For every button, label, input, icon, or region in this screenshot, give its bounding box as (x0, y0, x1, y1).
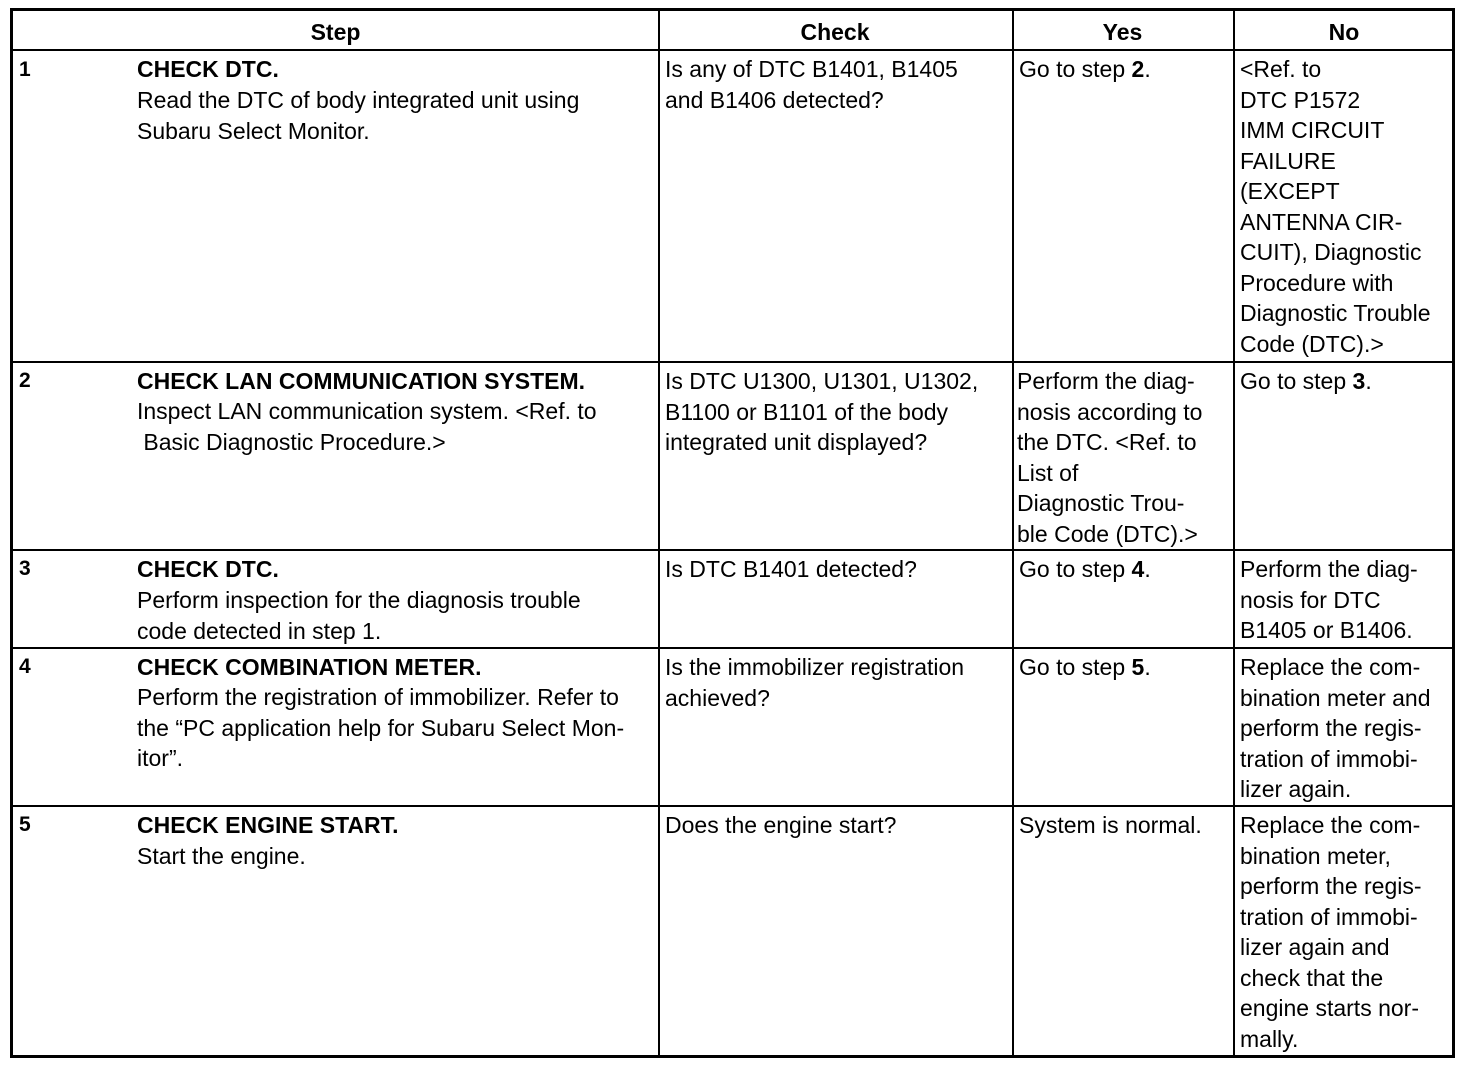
no-prefix: Go to step (1240, 368, 1353, 394)
step-description: Read the DTC of body integrated unit using Subaru Select Monitor. (137, 87, 580, 144)
yes-suffix: . (1144, 56, 1151, 82)
row-divider (13, 805, 1452, 807)
column-divider (1012, 11, 1014, 1055)
yes-suffix: . (1144, 654, 1151, 680)
yes-action (1019, 54, 1151, 85)
check-question: Is DTC B1401 detected? (665, 556, 917, 582)
step-title: CHECK LAN COMMUNICATION SYSTEM. (137, 368, 586, 394)
yes-action: Perform the diag- nosis according to the DTC. <Ref. to List of Diagnostic Trou- ble Code (DTC).> (1017, 368, 1203, 547)
step-number: 4 (19, 655, 31, 678)
step-title: CHECK ENGINE START. (137, 812, 399, 838)
step-title: CHECK COMBINATION METER. (137, 654, 482, 680)
header-step: Step (310, 19, 361, 45)
no-action (1240, 366, 1372, 397)
yes-step-ref: 2 (1131, 56, 1145, 82)
row-divider (13, 647, 1452, 649)
no-action: Replace the com- bination meter, perform the regis- tration of immobi- lizer again and check that the engine starts nor- mally. (1240, 812, 1422, 1052)
yes-action (1019, 554, 1151, 585)
step-number: 5 (19, 813, 31, 836)
no-action: Replace the com- bination meter and perform the regis- tration of immobi- lizer again. (1240, 654, 1431, 802)
row-divider (13, 549, 1452, 551)
step-title: CHECK DTC. (137, 56, 279, 82)
step-description: Perform inspection for the diagnosis trouble code detected in step 1. (137, 587, 581, 644)
header-yes: Yes (1102, 19, 1143, 45)
yes-prefix: Go to step (1019, 556, 1132, 582)
no-step-ref: 3 (1352, 368, 1366, 394)
step-description: Inspect LAN communication system. <Ref. to Basic Diagnostic Procedure.> (137, 398, 597, 455)
step-description: Start the engine. (137, 843, 306, 869)
yes-step-ref: 5 (1131, 654, 1145, 680)
check-question: Is any of DTC B1401, B1405 and B1406 detected? (665, 56, 958, 113)
no-suffix: . (1365, 368, 1372, 394)
no-action: Perform the diag- nosis for DTC B1405 or B1406. (1240, 556, 1418, 643)
column-divider (658, 11, 660, 1055)
no-action: <Ref. to DTC P1572 IMM CIRCUIT FAILURE (EXCEPT ANTENNA CIR- CUIT), Diagnostic Procedure with Diagnostic Trouble Code (DTC).> (1240, 56, 1431, 357)
step-description: Perform the registration of immobilizer. Refer to the “PC application help for Subaru Select Mon- itor”. (137, 684, 625, 771)
header-check: Check (800, 19, 870, 45)
yes-action: System is normal. (1019, 812, 1202, 838)
diagnostic-procedure-table (10, 8, 1455, 1058)
step-number: 1 (19, 58, 31, 81)
yes-action (1019, 652, 1151, 683)
check-question: Is DTC U1300, U1301, U1302, B1100 or B1101 of the body integrated unit displayed? (665, 368, 979, 455)
step-title: CHECK DTC. (137, 556, 279, 582)
check-question: Is the immobilizer registration achieved? (665, 654, 965, 711)
row-divider (13, 49, 1452, 51)
step-number: 3 (19, 557, 31, 580)
yes-step-ref: 4 (1131, 556, 1145, 582)
yes-prefix: Go to step (1019, 56, 1132, 82)
step-number: 2 (19, 369, 31, 392)
check-question: Does the engine start? (665, 812, 897, 838)
column-divider (1233, 11, 1235, 1055)
yes-prefix: Go to step (1019, 654, 1132, 680)
row-divider (13, 361, 1452, 363)
header-no: No (1328, 19, 1360, 45)
yes-suffix: . (1144, 556, 1151, 582)
